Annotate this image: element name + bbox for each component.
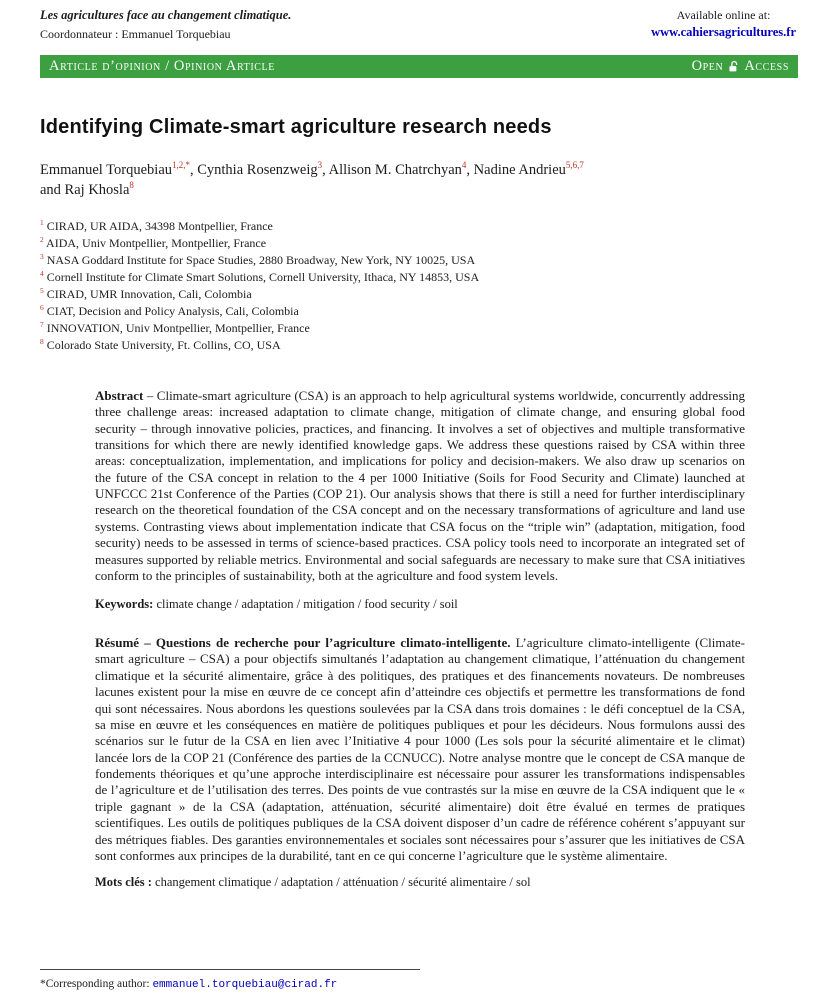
footnote-rule — [40, 969, 420, 970]
mots-cles-text: changement climatique / adaptation / atténuation / sécurité alimentaire / sol — [155, 875, 531, 890]
affiliation-number: 1 — [40, 217, 44, 227]
resume-section — [95, 635, 745, 864]
abstract-label: Abstract — [95, 387, 144, 403]
article-title: Identifying Climate-smart agriculture research needs — [40, 116, 552, 138]
availability-info — [651, 8, 796, 41]
corresponding-author-label: *Corresponding author: — [40, 978, 150, 990]
resume-text: L’agriculture climato-intelligente (Climate-smart agriculture – CSA) a pour objectifs simultanés l’adaptation au changement climatique, l’atténuation du changement climatique et la sécurité alimentaire, grâce à des politiques, des pratiques et des financements novateurs. De nombreuses lacunes existent pour la mise en œuvre de ce concept afin d’atteindre ces objectifs et permettre les transformations de fond qui sont nécessaires. Nous abordons les questions soulevées par la CSA dans trois domaines : le défi conceptuel de la CSA, sa mise en œuvre et les conséquences en matière de politiques publiques et pour les décideurs. Nous formulons aussi des scénarios sur le futur de la CSA en lien avec l’Initiative 4 pour 1000 (Les sols pour la sécurité alimentaire et le climat) lancée lors de la COP 21 (Conférence des parties de la CCNUCC). Notre analyse montre que le concept de CSA manque de fondements théoriques et qu’une approche interdisciplinaire est nécessaire pour assurer les transformations indispensables de l’agriculture et de l’utilisation des terres. Des points de vue contrastés sur la mise en œuvre de la CSA indiquent que le « triple gagnant » de la CSA (adaptation, atténuation, sécurité alimentaire) doit être évalué en termes de pratiques scientifiques. Les outils de politiques publiques de la CSA doivent disposer d’un cadre de référence cohérent s’appuyant sur des métriques fiables. Des garanties environnementales et sociales sont nécessaires pour s’assurer que les initiatives de CSA sont conformes aux principes de la durabilité, tant en ce qui concerne l’agriculture que le système alimentaire. — [95, 635, 746, 863]
article-type-label: Article d’opinion / Opinion Article — [49, 58, 275, 74]
author-affiliation-marker: 8 — [129, 180, 134, 191]
keywords-text: climate change / adaptation / mitigation / food security / soil — [156, 597, 458, 612]
corresponding-author-email[interactable]: emmanuel.torquebiau@cirad.fr — [152, 979, 338, 991]
series-info — [40, 8, 291, 42]
affiliation-item: $^7$ INNOVATION, Univ Montpellier, Montpellier, France — [40, 319, 310, 335]
affiliation-number: 8 — [40, 336, 44, 346]
affiliation-number: 7 — [40, 319, 44, 329]
affiliation-number: 4 — [40, 268, 44, 278]
open-access-badge — [692, 58, 789, 75]
open-access-lock-icon — [727, 59, 740, 74]
author-affiliation-marker: 1,2,* — [172, 160, 190, 171]
affiliation-item: $^5$ CIRAD, UMR Innovation, Cali, Colombia — [40, 285, 252, 301]
abstract-text: – Climate-smart agriculture (CSA) is an approach to help agricultural systems worldwide, concurrently addressing three challenge areas: increased adaptation to climate change, mitigation of climate change, and ensuring global food security – through innovative policies, practices, and financing. It involves a set of objectives and multiple transformative transitions for which there are newly identified knowledge gaps. We address these questions raised by CSA within three areas: conceptualization, implementation, and implications for policy and decision-makers. We also draw up scenarios on the future of the CSA concept in relation to the 4 per 1000 Initiative (Soils for Food Security and Climate) launched at UNFCCC 21st Conference of the Parties (COP 21). Our analysis shows that there is still a need for further interdisciplinary research on the theoretical foundation of the CSA concept and on the necessary transformations of agriculture and land use systems. Contrasting views about implementation indicate that CSA focus on the “triple win” (adaptation, mitigation, food security) needs to be assessed in terms of science-based practices. CSA policy tools need to incorporate an integrated set of measures supported by reliable metrics. Environmental and social safeguards are necessary to make sure that CSA initiatives conform to the principles of sustainability, both at the agriculture and food system levels. — [95, 387, 746, 583]
page-header — [0, 0, 838, 42]
resume-label: Résumé – Questions de recherche pour l’agriculture climato-intelligente. — [95, 635, 511, 651]
available-online-label: Available online at: — [676, 8, 771, 22]
mots-cles-line — [95, 875, 745, 891]
author-affiliation-marker: 4 — [461, 160, 467, 171]
author-affiliation-marker: 3 — [317, 160, 323, 171]
corresponding-author-note — [40, 978, 337, 991]
series-title: Les agricultures face au changement climatique. — [40, 8, 292, 22]
affiliation-number: 2 — [40, 234, 44, 244]
affiliation-list — [40, 218, 796, 354]
open-access-access-label: Access — [744, 58, 789, 74]
coordinator-line: Coordonnateur : Emmanuel Torquebiau — [40, 27, 231, 41]
article-type-banner — [40, 55, 798, 78]
affiliation-number: 3 — [40, 251, 44, 261]
mots-cles-label: Mots clés : — [95, 875, 152, 890]
affiliation-item: $^6$ CIAT, Decision and Policy Analysis, Cali, Colombia — [40, 302, 299, 318]
keywords-line — [95, 597, 745, 613]
affiliation-item: $^2$ AIDA, Univ Montpellier, Montpellier, France — [40, 234, 267, 250]
affiliation-number: 6 — [40, 302, 44, 312]
author-line: Emmanuel Torquebiau$^{1,2,*}$, Cynthia Rosenzweig$^3$, Allison M. Chatrchyan$^4$, Nadine Andrieu$^{5,6,7}$ and Raj Khosla$^8$ — [40, 160, 584, 199]
abstract-section — [95, 388, 745, 585]
open-access-open-label: Open — [691, 58, 724, 74]
author-affiliation-marker: 5,6,7 — [565, 160, 584, 171]
affiliation-item: $^3$ NASA Goddard Institute for Space Studies, 2880 Broadway, New York, NY 10025, USA — [40, 251, 476, 267]
affiliation-number: 5 — [40, 285, 44, 295]
affiliation-item: $^1$ CIRAD, UR AIDA, 34398 Montpellier, France — [40, 217, 273, 233]
keywords-label: Keywords: — [95, 597, 154, 612]
affiliation-item: $^4$ Cornell Institute for Climate Smart Solutions, Cornell University, Ithaca, NY 14853, USA — [40, 268, 480, 284]
affiliation-item: $^8$ Colorado State University, Ft. Collins, CO, USA — [40, 336, 281, 352]
journal-website-link[interactable]: www.cahiersagricultures.fr — [651, 25, 796, 39]
